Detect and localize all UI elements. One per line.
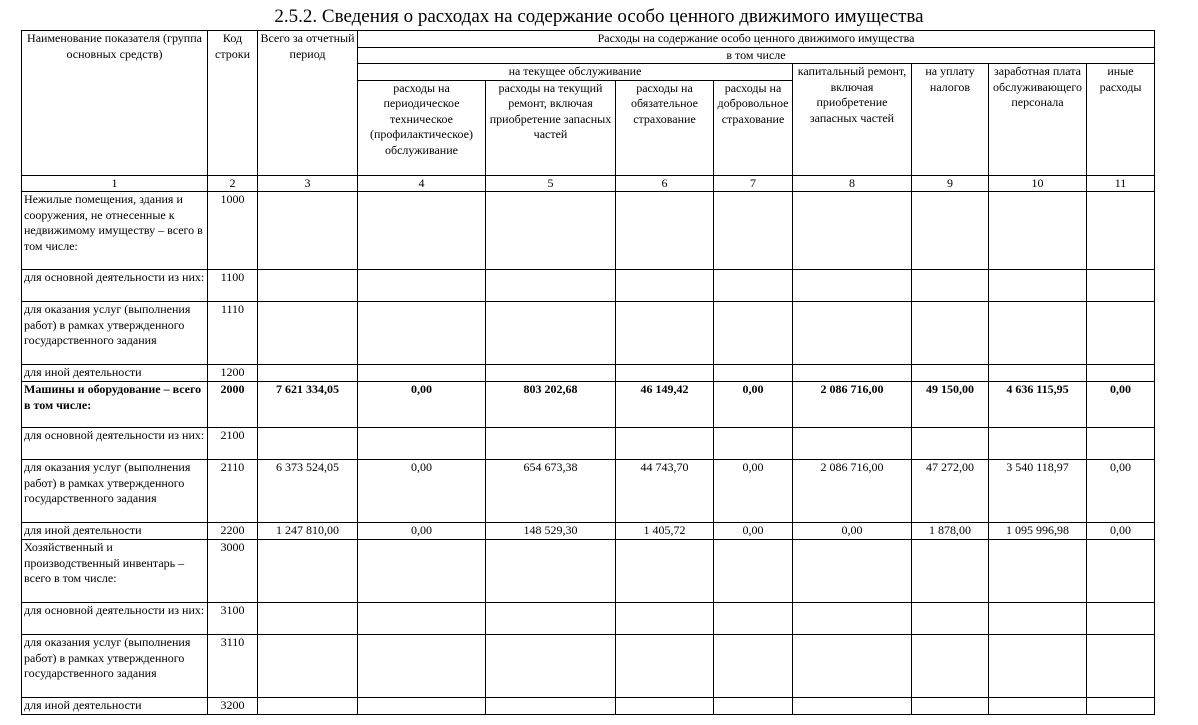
row-name: для иной деятельности bbox=[22, 698, 208, 715]
cell-col9 bbox=[912, 428, 989, 460]
cell-col11 bbox=[1087, 698, 1155, 715]
header-name: Наименование показателя (группа основных средств) bbox=[22, 31, 208, 176]
row-name: для оказания услуг (выполнения работ) в рамках утвержденного государственного задания bbox=[22, 460, 208, 523]
cell-col11 bbox=[1087, 365, 1155, 382]
cell-col10 bbox=[989, 192, 1087, 270]
cell-col11 bbox=[1087, 603, 1155, 635]
header-col6: расходы на обязательное страхование bbox=[616, 80, 714, 175]
cell-col9: 47 272,00 bbox=[912, 460, 989, 523]
table-row bbox=[22, 540, 1155, 603]
cell-col7 bbox=[714, 603, 793, 635]
cell-col11 bbox=[1087, 192, 1155, 270]
cell-col8 bbox=[793, 635, 912, 698]
header-col4: расходы на периодическое техническое (профилактическое) обслуживание bbox=[358, 80, 486, 175]
column-number: 11 bbox=[1087, 175, 1155, 192]
cell-col4: 0,00 bbox=[358, 460, 486, 523]
cell-col5 bbox=[486, 302, 616, 365]
cell-col3 bbox=[258, 270, 358, 302]
cell-col10 bbox=[989, 603, 1087, 635]
table-row bbox=[22, 635, 1155, 698]
column-number: 6 bbox=[616, 175, 714, 192]
cell-col11 bbox=[1087, 270, 1155, 302]
row-name: для оказания услуг (выполнения работ) в рамках утвержденного государственного задания bbox=[22, 635, 208, 698]
cell-col11 bbox=[1087, 540, 1155, 603]
cell-col8 bbox=[793, 698, 912, 715]
cell-col9 bbox=[912, 192, 989, 270]
column-number: 4 bbox=[358, 175, 486, 192]
table-row bbox=[22, 523, 1155, 540]
cell-col9 bbox=[912, 365, 989, 382]
table-row bbox=[22, 270, 1155, 302]
cell-col10 bbox=[989, 540, 1087, 603]
table-row bbox=[22, 698, 1155, 715]
cell-col11: 0,00 bbox=[1087, 523, 1155, 540]
cell-col5: 148 529,30 bbox=[486, 523, 616, 540]
cell-col10 bbox=[989, 428, 1087, 460]
cell-col7 bbox=[714, 540, 793, 603]
cell-col5: 803 202,68 bbox=[486, 382, 616, 428]
cell-col4 bbox=[358, 302, 486, 365]
cell-col8 bbox=[793, 540, 912, 603]
cell-col4 bbox=[358, 365, 486, 382]
cell-col9: 1 878,00 bbox=[912, 523, 989, 540]
header-col8: капитальный ремонт, включая приобретение запасных частей bbox=[793, 64, 912, 176]
cell-col7 bbox=[714, 428, 793, 460]
cell-col6 bbox=[616, 192, 714, 270]
cell-col10 bbox=[989, 302, 1087, 365]
cell-col3: 7 621 334,05 bbox=[258, 382, 358, 428]
cell-col10 bbox=[989, 698, 1087, 715]
cell-col6: 46 149,42 bbox=[616, 382, 714, 428]
cell-col9 bbox=[912, 302, 989, 365]
cell-col5 bbox=[486, 540, 616, 603]
cell-col10: 3 540 118,97 bbox=[989, 460, 1087, 523]
page-title: 2.5.2. Сведения о расходах на содержание особо ценного движимого имущества bbox=[274, 6, 924, 27]
cell-col6 bbox=[616, 698, 714, 715]
cell-col8 bbox=[793, 603, 912, 635]
header-including: в том числе bbox=[358, 47, 1155, 64]
cell-col9: 49 150,00 bbox=[912, 382, 989, 428]
cell-col5 bbox=[486, 603, 616, 635]
row-name: для оказания услуг (выполнения работ) в рамках утвержденного государственного задания bbox=[22, 302, 208, 365]
cell-col10 bbox=[989, 365, 1087, 382]
header-col11: иные расходы bbox=[1087, 64, 1155, 176]
column-number: 2 bbox=[208, 175, 258, 192]
cell-col8: 0,00 bbox=[793, 523, 912, 540]
row-name: для основной деятельности из них: bbox=[22, 603, 208, 635]
cell-col3: 1 247 810,00 bbox=[258, 523, 358, 540]
cell-col3 bbox=[258, 428, 358, 460]
cell-col9 bbox=[912, 698, 989, 715]
cell-col9 bbox=[912, 270, 989, 302]
cell-col11 bbox=[1087, 428, 1155, 460]
header-expenses: Расходы на содержание особо ценного движимого имущества bbox=[358, 31, 1155, 48]
header-col9: на уплату налогов bbox=[912, 64, 989, 176]
cell-col5 bbox=[486, 428, 616, 460]
row-code: 3100 bbox=[208, 603, 258, 635]
cell-col3 bbox=[258, 192, 358, 270]
header-col10: заработная плата обслуживающего персонала bbox=[989, 64, 1087, 176]
cell-col8 bbox=[793, 192, 912, 270]
cell-col8: 2 086 716,00 bbox=[793, 460, 912, 523]
cell-col7 bbox=[714, 365, 793, 382]
table-row bbox=[22, 365, 1155, 382]
cell-col8 bbox=[793, 365, 912, 382]
header-col5: расходы на текущий ремонт, включая приобретение запасных частей bbox=[486, 80, 616, 175]
table-row bbox=[22, 603, 1155, 635]
cell-col4: 0,00 bbox=[358, 523, 486, 540]
cell-col4 bbox=[358, 635, 486, 698]
cell-col6: 44 743,70 bbox=[616, 460, 714, 523]
cell-col11 bbox=[1087, 635, 1155, 698]
cell-col7: 0,00 bbox=[714, 382, 793, 428]
cell-col9 bbox=[912, 540, 989, 603]
column-number: 10 bbox=[989, 175, 1087, 192]
cell-col5 bbox=[486, 635, 616, 698]
cell-col10 bbox=[989, 270, 1087, 302]
cell-col6 bbox=[616, 270, 714, 302]
cell-col7 bbox=[714, 270, 793, 302]
cell-col5 bbox=[486, 192, 616, 270]
header-current-service: на текущее обслуживание bbox=[358, 64, 793, 81]
cell-col5 bbox=[486, 698, 616, 715]
row-code: 2100 bbox=[208, 428, 258, 460]
cell-col3 bbox=[258, 698, 358, 715]
header-code: Код строки bbox=[208, 31, 258, 176]
cell-col7 bbox=[714, 302, 793, 365]
row-code: 3000 bbox=[208, 540, 258, 603]
cell-col3 bbox=[258, 365, 358, 382]
column-number: 1 bbox=[22, 175, 208, 192]
cell-col10: 4 636 115,95 bbox=[989, 382, 1087, 428]
cell-col7: 0,00 bbox=[714, 460, 793, 523]
cell-col7 bbox=[714, 698, 793, 715]
cell-col6 bbox=[616, 635, 714, 698]
cell-col10 bbox=[989, 635, 1087, 698]
cell-col10: 1 095 996,98 bbox=[989, 523, 1087, 540]
row-code: 1110 bbox=[208, 302, 258, 365]
cell-col8: 2 086 716,00 bbox=[793, 382, 912, 428]
cell-col4 bbox=[358, 270, 486, 302]
header-col7: расходы на добровольное страхование bbox=[714, 80, 793, 175]
row-name: для основной деятельности из них: bbox=[22, 428, 208, 460]
table-row bbox=[22, 382, 1155, 428]
column-number: 7 bbox=[714, 175, 793, 192]
cell-col9 bbox=[912, 603, 989, 635]
header-total: Всего за отчетный период bbox=[258, 31, 358, 176]
cell-col8 bbox=[793, 428, 912, 460]
row-name: для основной деятельности из них: bbox=[22, 270, 208, 302]
row-code: 1000 bbox=[208, 192, 258, 270]
cell-col3 bbox=[258, 540, 358, 603]
cell-col6 bbox=[616, 302, 714, 365]
row-name: Хозяйственный и производственный инвентарь – всего в том числе: bbox=[22, 540, 208, 603]
cell-col3 bbox=[258, 603, 358, 635]
row-name: для иной деятельности bbox=[22, 523, 208, 540]
cell-col11: 0,00 bbox=[1087, 382, 1155, 428]
row-code: 2200 bbox=[208, 523, 258, 540]
row-code: 2000 bbox=[208, 382, 258, 428]
cell-col7: 0,00 bbox=[714, 523, 793, 540]
cell-col6 bbox=[616, 540, 714, 603]
column-number: 3 bbox=[258, 175, 358, 192]
row-code: 3110 bbox=[208, 635, 258, 698]
cell-col6: 1 405,72 bbox=[616, 523, 714, 540]
cell-col3 bbox=[258, 635, 358, 698]
cell-col3 bbox=[258, 302, 358, 365]
row-name: Машины и оборудование – всего в том числе: bbox=[22, 382, 208, 428]
row-name: для иной деятельности bbox=[22, 365, 208, 382]
cell-col4 bbox=[358, 428, 486, 460]
cell-col9 bbox=[912, 635, 989, 698]
cell-col6 bbox=[616, 428, 714, 460]
cell-col8 bbox=[793, 302, 912, 365]
cell-col11 bbox=[1087, 302, 1155, 365]
table-row bbox=[22, 460, 1155, 523]
cell-col3: 6 373 524,05 bbox=[258, 460, 358, 523]
row-code: 3200 bbox=[208, 698, 258, 715]
cell-col4 bbox=[358, 192, 486, 270]
column-number: 5 bbox=[486, 175, 616, 192]
cell-col8 bbox=[793, 270, 912, 302]
cell-col5 bbox=[486, 270, 616, 302]
cell-col11: 0,00 bbox=[1087, 460, 1155, 523]
row-code: 2110 bbox=[208, 460, 258, 523]
row-code: 1200 bbox=[208, 365, 258, 382]
cell-col6 bbox=[616, 365, 714, 382]
column-number-row bbox=[22, 175, 1155, 192]
cell-col5 bbox=[486, 365, 616, 382]
table-row bbox=[22, 302, 1155, 365]
cell-col5: 654 673,38 bbox=[486, 460, 616, 523]
table-row bbox=[22, 428, 1155, 460]
row-code: 1100 bbox=[208, 270, 258, 302]
row-name: Нежилые помещения, здания и сооружения, не отнесенные к недвижимому имуществу – всего в том числе: bbox=[22, 192, 208, 270]
cell-col6 bbox=[616, 603, 714, 635]
cell-col4 bbox=[358, 698, 486, 715]
cell-col4 bbox=[358, 603, 486, 635]
cell-col4 bbox=[358, 540, 486, 603]
cell-col7 bbox=[714, 192, 793, 270]
cell-col7 bbox=[714, 635, 793, 698]
column-number: 9 bbox=[912, 175, 989, 192]
column-number: 8 bbox=[793, 175, 912, 192]
table-row bbox=[22, 192, 1155, 270]
expenses-table bbox=[21, 30, 1155, 715]
cell-col4: 0,00 bbox=[358, 382, 486, 428]
